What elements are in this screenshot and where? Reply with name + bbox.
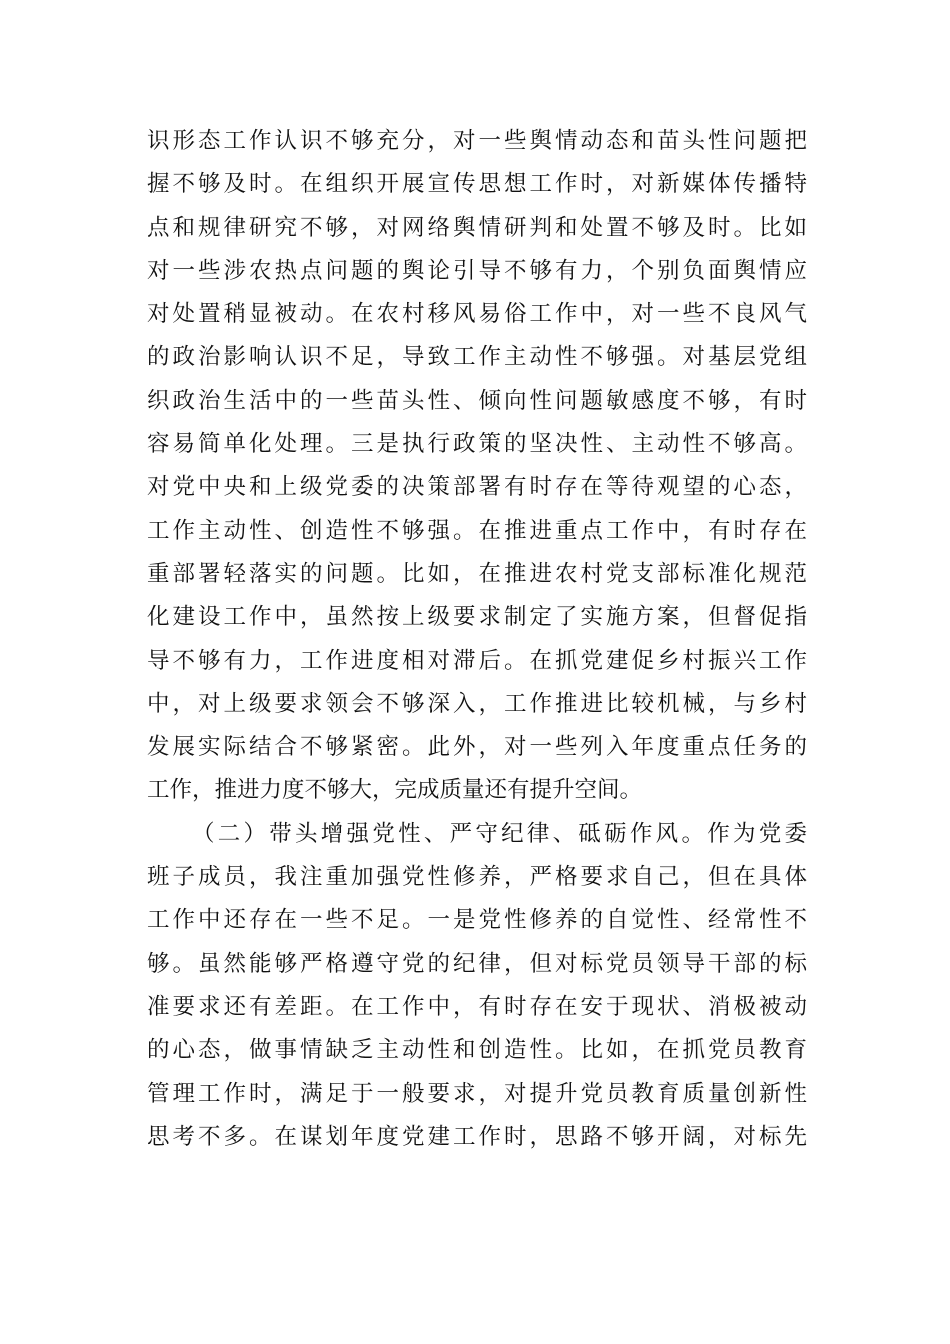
text-line: 班子成员，我注重加强党性修养，严格要求自己，但在具体 — [147, 864, 807, 891]
text-line: 的心态，做事情缺乏主动性和创造性。比如，在抓党员教育 — [147, 1037, 807, 1064]
text-line: 工作，推进力度不够大，完成质量还有提升空间。 — [147, 777, 643, 804]
text-line: 工作中还存在一些不足。一是党性修养的自觉性、经常性不 — [147, 907, 807, 934]
text-line: 点和规律研究不够，对网络舆情研判和处置不够及时。比如 — [147, 214, 807, 241]
text-line: 工作主动性、创造性不够强。在推进重点工作中，有时存在 — [147, 517, 807, 544]
text-line: 对党中央和上级党委的决策部署有时存在等待观望的心态， — [147, 474, 807, 501]
section-heading-line: （二）带头增强党性、严守纪律、砥砺作风。作为党委 — [192, 820, 807, 847]
text-line: 发展实际结合不够紧密。此外，对一些列入年度重点任务的 — [147, 734, 807, 761]
text-line: 织政治生活中的一些苗头性、倾向性问题敏感度不够，有时 — [147, 387, 807, 414]
body-text — [147, 120, 807, 1159]
text-line: 的政治影响认识不足，导致工作主动性不够强。对基层党组 — [147, 344, 807, 371]
text-line: 识形态工作认识不够充分，对一些舆情动态和苗头性问题把 — [147, 128, 807, 154]
text-line: 够。虽然能够严格遵守党的纪律，但对标党员领导干部的标 — [147, 950, 807, 977]
text-line: 中，对上级要求领会不够深入，工作推进比较机械，与乡村 — [147, 690, 807, 717]
text-line: 对一些涉农热点问题的舆论引导不够有力，个别负面舆情应 — [147, 257, 807, 284]
text-line: 准要求还有差距。在工作中，有时存在安于现状、消极被动 — [147, 993, 807, 1020]
text-line: 容易简单化处理。三是执行政策的坚决性、主动性不够高。 — [147, 431, 807, 458]
text-line: 管理工作时，满足于一般要求，对提升党员教育质量创新性 — [147, 1080, 807, 1107]
text-line: 重部署轻落实的问题。比如，在推进农村党支部标准化规范 — [147, 560, 807, 587]
text-line: 导不够有力，工作进度相对滞后。在抓党建促乡村振兴工作 — [147, 647, 807, 674]
text-line: 握不够及时。在组织开展宣传思想工作时，对新媒体传播特 — [147, 171, 807, 198]
text-line: 化建设工作中，虽然按上级要求制定了实施方案，但督促指 — [147, 604, 807, 631]
text-line: 思考不多。在谋划年度党建工作时，思路不够开阔，对标先 — [147, 1123, 807, 1150]
text-line: 对处置稍显被动。在农村移风易俗工作中，对一些不良风气 — [147, 301, 807, 328]
